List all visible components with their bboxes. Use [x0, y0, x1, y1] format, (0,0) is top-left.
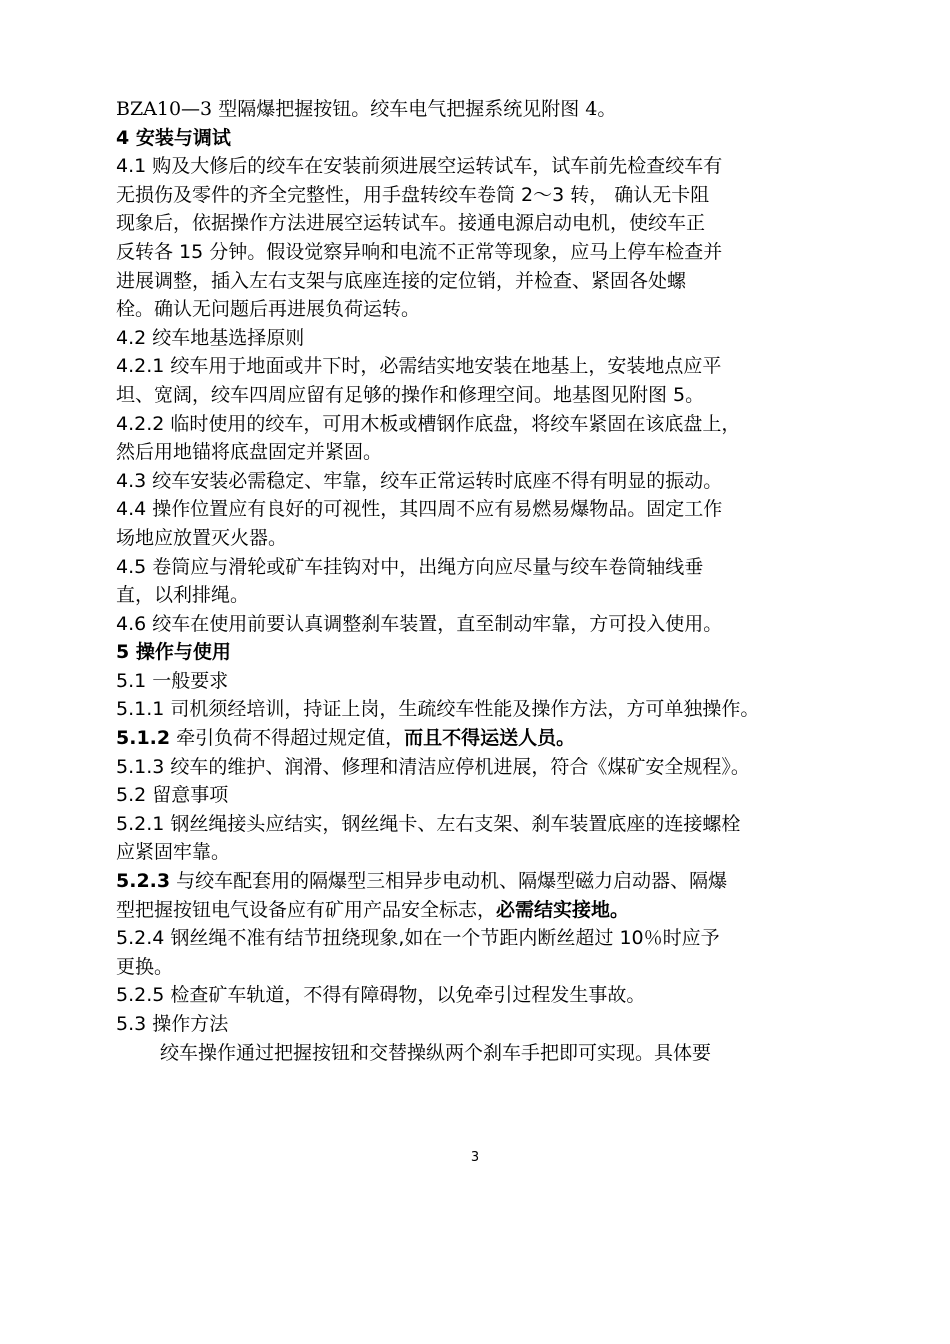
text-line: 4.1 购及大修后的绞车在安装前须进展空运转试车，试车前先检查绞车有 [116, 155, 723, 178]
clause-number: 5.2.3 [116, 870, 171, 893]
emphasis-text: 而且不得运送人员。 [404, 727, 576, 750]
text-line: 现象后，依据操作方法进展空运转试车。接通电源启动电机，使绞车正 [116, 212, 706, 235]
text-line: 直，以利排绳。 [116, 584, 250, 607]
text-line: 4.2.2 临时使用的绞车，可用木板或槽钢作底盘，将绞车紧固在该底盘上， [116, 412, 741, 435]
text-line: 4.6 绞车在使用前要认真调整刹车装置，直至制动牢靠，方可投入使用。 [116, 612, 723, 635]
subsection-heading: 5.3 操作方法 [116, 1013, 229, 1035]
text-line: 4.2.1 绞车用于地面或井下时，必需结实地安装在地基上，安装地点应平 [116, 355, 722, 378]
text-line: 应紧固牢靠。 [116, 841, 231, 864]
clause-number: 5.1.2 [116, 727, 171, 750]
page-number: 3 [470, 1150, 480, 1165]
text-line: 进展调整，插入左右支架与底座连接的定位销，并检查、紧固各处螺 [116, 269, 687, 292]
section-heading: 5 操作与使用 [116, 641, 231, 664]
emphasis-text: 必需结实接地。 [496, 898, 630, 921]
subsection-heading: 4.2 绞车地基选择原则 [116, 326, 305, 349]
text-line: 4.5 卷筒应与滑轮或矿车挂钩对中，出绳方向应尽量与绞车卷筒轴线垂 [116, 555, 704, 578]
text-line: 5.2.3 与绞车配套用的隔爆型三相异步电动机、隔爆型磁力启动器、隔爆 [116, 870, 728, 893]
text-line: 5.2.4 钢丝绳不准有结节扭绕现象,如在一个节距内断丝超过 10％时应予 [116, 927, 720, 950]
text-line: 4.3 绞车安装必需稳定、牢靠，绞车正常运转时底座不得有明显的振动。 [116, 469, 723, 492]
text-line: 坦、宽阔，绞车四周应留有足够的操作和修理空间。地基图见附图 5。 [116, 383, 705, 406]
text-line: 型把握按钮电气设备应有矿用产品安全标志，必需结实接地。 [116, 898, 630, 921]
text-line: 绞车操作通过把握按钮和交替操纵两个刹车手把即可实现。具体要 [160, 1041, 712, 1064]
document-body [116, 95, 876, 1067]
text-line: 4.4 操作位置应有良好的可视性，其四周不应有易燃易爆物品。固定工作 [116, 498, 723, 521]
subsection-heading: 5.1 一般要求 [116, 669, 229, 692]
text-line: 更换。 [116, 955, 174, 978]
text-line: 5.1.2 牵引负荷不得超过规定值，而且不得运送人员。 [116, 727, 576, 750]
text-line: 然后用地锚将底盘固定并紧固。 [116, 441, 383, 464]
subsection-heading: 5.2 留意事项 [116, 784, 229, 807]
text-line: 5.2.1 钢丝绳接头应结实，钢丝绳卡、左右支架、刹车装置底座的连接螺栓 [116, 812, 741, 835]
text-line: 5.1.3 绞车的维护、润滑、修理和清洁应停机进展，符合《煤矿安全规程》。 [116, 755, 750, 778]
text-line: 5.2.5 检查矿车轨道，不得有障碍物，以免牵引过程发生事故。 [116, 984, 646, 1007]
text-line: BZA10—3 型隔爆把握按钮。绞车电气把握系统见附图 4。 [116, 98, 617, 120]
text-line: 5.1.1 司机须经培训，持证上岗，生疏绞车性能及操作方法，方可单独操作。 [116, 698, 760, 721]
text-line: 无损伤及零件的齐全完整性，用手盘转绞车卷筒 2～3 转， 确认无卡阻 [116, 183, 710, 206]
section-heading: 4 安装与调试 [116, 126, 231, 149]
text-line: 反转各 15 分钟。假设觉察异响和电流不正常等现象，应马上停车检查并 [116, 240, 723, 263]
text-line: 场地应放置灭火器。 [116, 526, 288, 549]
text-line: 栓。确认无问题后再进展负荷运转。 [116, 298, 421, 321]
